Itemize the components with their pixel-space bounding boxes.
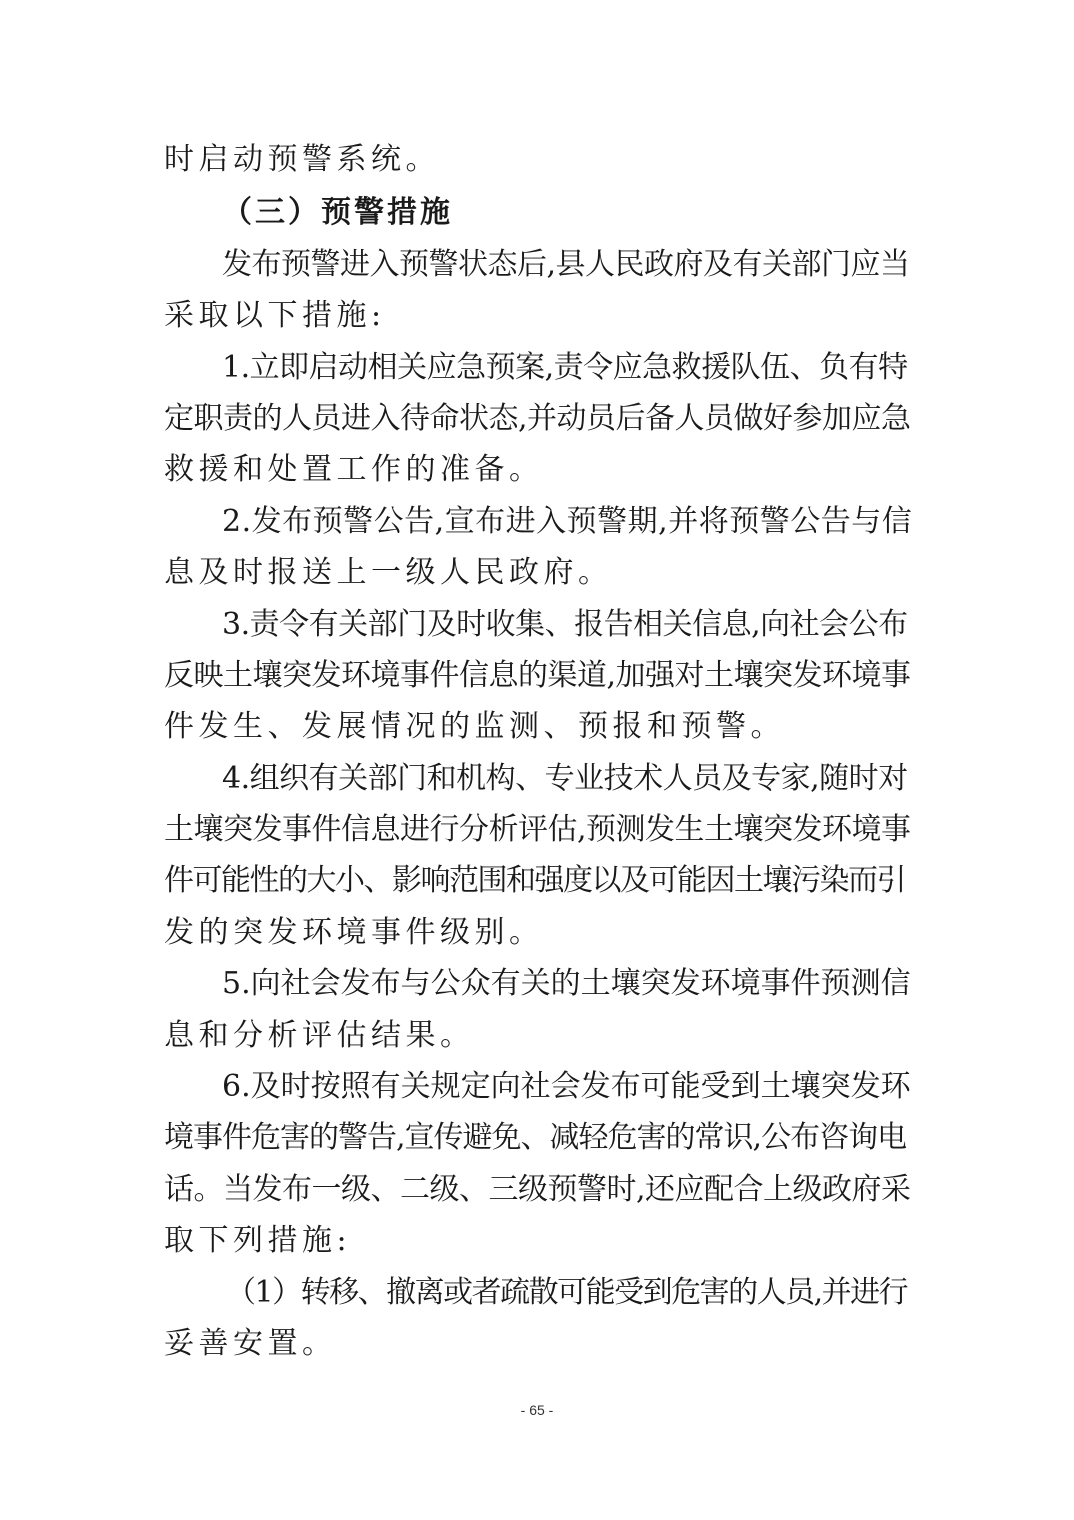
body-text-line: 土壤突发事件信息进行分析评估,预测发生土壤突发环境事: [164, 812, 911, 847]
section-heading: （三）预警措施: [222, 195, 453, 230]
body-text-line: 件发生、发展情况的监测、预报和预警。: [164, 709, 785, 744]
body-text-line: 取下列措施:: [164, 1223, 352, 1258]
body-text-line: 话。当发布一级、二级、三级预警时,还应配合上级政府采: [164, 1172, 911, 1207]
body-text-line: 定职责的人员进入待命状态,并动员后备人员做好参加应急: [164, 401, 911, 436]
page-number: - 65 -: [520, 1402, 554, 1418]
list-item-3: 3.责令有关部门及时收集、报告相关信息,向社会公布: [222, 607, 908, 642]
list-item-1: 1.立即启动相关应急预案,责令应急救援队伍、负有特: [222, 350, 908, 385]
body-text-line: 救援和处置工作的准备。: [164, 452, 544, 487]
body-text-line: 件可能性的大小、影响范围和强度以及可能因土壤污染而引: [164, 863, 905, 898]
body-text-line: 采取以下措施:: [164, 298, 386, 333]
body-text-line: 妥善安置。: [164, 1326, 337, 1361]
body-text-line: 时启动预警系统。: [164, 142, 440, 177]
list-item-4: 4.组织有关部门和机构、专业技术人员及专家,随时对: [222, 761, 908, 796]
list-item-6: 6.及时按照有关规定向社会发布可能受到土壤突发环: [222, 1069, 911, 1104]
body-text-line: 反映土壤突发环境事件信息的渠道,加强对土壤突发环境事: [164, 658, 911, 693]
body-text-line: 境事件危害的警告,宣传避免、减轻危害的常识,公布咨询电: [164, 1120, 907, 1155]
body-text-line: 息和分析评估结果。: [164, 1018, 475, 1053]
list-item-2: 2.发布预警公告,宣布进入预警期,并将预警公告与信: [222, 504, 913, 539]
body-text-line: 息及时报送上一级人民政府。: [164, 555, 613, 590]
list-item-5: 5.向社会发布与公众有关的土壤突发环境事件预测信: [222, 966, 911, 1001]
body-text-line: 发布预警进入预警状态后,县人民政府及有关部门应当: [222, 247, 910, 282]
body-text-line: 发的突发环境事件级别。: [164, 915, 544, 950]
sub-list-item-1: （1）转移、撤离或者疏散可能受到危害的人员,并进行: [226, 1275, 908, 1310]
